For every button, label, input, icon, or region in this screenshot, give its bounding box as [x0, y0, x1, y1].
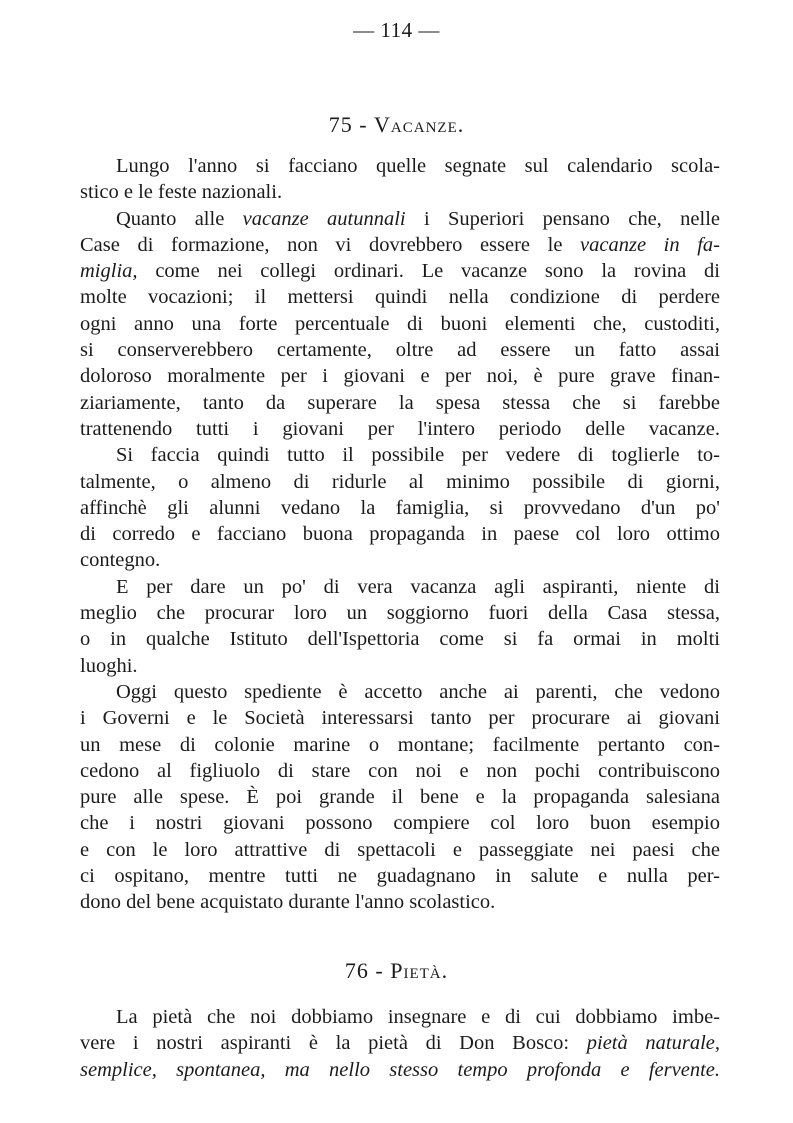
text-line: doloroso moralmente per i giovani e per noi, è pure grave finan-: [80, 365, 720, 388]
text-line: molte vocazioni; il mettersi quindi nella condizione di perdere: [80, 286, 720, 309]
text-line: affinchè gli alunni vedano la famiglia, si provvedano d'un po': [80, 496, 720, 519]
text-line: cedono al figliuolo di stare con noi e non pochi contribuiscono: [80, 759, 720, 782]
text-line: che i nostri giovani possono compiere col loro buon esempio: [80, 812, 720, 835]
text-line: i Governi e le Società interessarsi tanto per procurare ai giovani: [80, 707, 720, 730]
text-line: E per dare un po' di vera vacanza agli aspiranti, niente di: [116, 575, 720, 598]
text-line: dono del bene acquistato durante l'anno scolastico.: [80, 891, 496, 914]
section-75-title: Vacanze.: [374, 112, 465, 137]
text-line: meglio che procurar loro un soggiorno fuori della Casa stessa,: [80, 602, 720, 625]
section-76-title: Pietà.: [390, 958, 449, 983]
italic-phrase: vacanze in fa-: [580, 233, 721, 256]
text-line: Lungo l'anno si facciano quelle segnate sul calendario scola-: [116, 155, 720, 177]
text-line: vere i nostri aspiranti è la pietà di Don Bosco: pietà naturale,: [80, 1032, 720, 1055]
section-76-body: [80, 1004, 720, 1083]
text-line: si conserverebbero certamente, oltre ad essere un fatto assai: [80, 339, 720, 362]
italic-phrase: pietà naturale,: [586, 1032, 720, 1055]
text-line: ogni anno una forte percentuale di buoni elementi che, custoditi,: [80, 312, 720, 335]
text-line: semplice, spontanea, ma nello stesso tempo profonda e fervente.: [80, 1058, 720, 1081]
italic-phrase: vacanze autunnali: [242, 207, 406, 230]
text-line: luoghi.: [80, 654, 138, 677]
section-76-number: 76 -: [344, 958, 384, 983]
italic-phrase: miglia,: [80, 260, 138, 283]
text-line: ziariamente, tanto da superare la spesa stessa che si farebbe: [80, 391, 720, 414]
text-line: ci ospitano, mentre tutti ne guadagnano in salute e nulla per-: [80, 865, 720, 888]
text-line: contegno.: [80, 549, 161, 572]
text-line: stico e le feste nazionali.: [80, 181, 283, 204]
text-line: Si faccia quindi tutto il possibile per vedere di toglierle to-: [116, 444, 720, 467]
text-line: miglia, come nei collegi ordinari. Le vacanze sono la rovina di: [80, 260, 720, 283]
section-75-body: [80, 153, 720, 916]
text-line: talmente, o almeno di ridurle al minimo possibile di giorni,: [80, 470, 720, 493]
section-75-heading: [0, 112, 793, 138]
text-line: Oggi questo spediente è accetto anche ai parenti, che vedono: [116, 680, 720, 703]
page-number: — 114 —: [353, 18, 440, 42]
text-line: un mese di colonie marine o montane; facilmente pertanto con-: [80, 733, 720, 756]
text-line: Quanto alle vacanze autunnali i Superiori pensano che, nelle: [116, 207, 720, 230]
section-75-number: 75 -: [328, 112, 368, 137]
text-line: La pietà che noi dobbiamo insegnare e di cui dobbiamo imbe-: [116, 1006, 720, 1028]
text-line: trattenendo tutti i giovani per l'intero periodo delle vacanze.: [80, 417, 720, 440]
section-76-heading: [0, 958, 793, 984]
text-line: pure alle spese. È poi grande il bene e la propaganda salesiana: [80, 786, 720, 809]
text-line: Case di formazione, non vi dovrebbero essere le vacanze in fa-: [80, 233, 721, 256]
text-line: o in qualche Istituto dell'Ispettoria come si fa ormai in molti: [80, 628, 720, 651]
text-line: e con le loro attrattive di spettacoli e passeggiate nei paesi che: [80, 838, 720, 861]
text-line: di corredo e facciano buona propaganda in paese col loro ottimo: [80, 523, 720, 546]
